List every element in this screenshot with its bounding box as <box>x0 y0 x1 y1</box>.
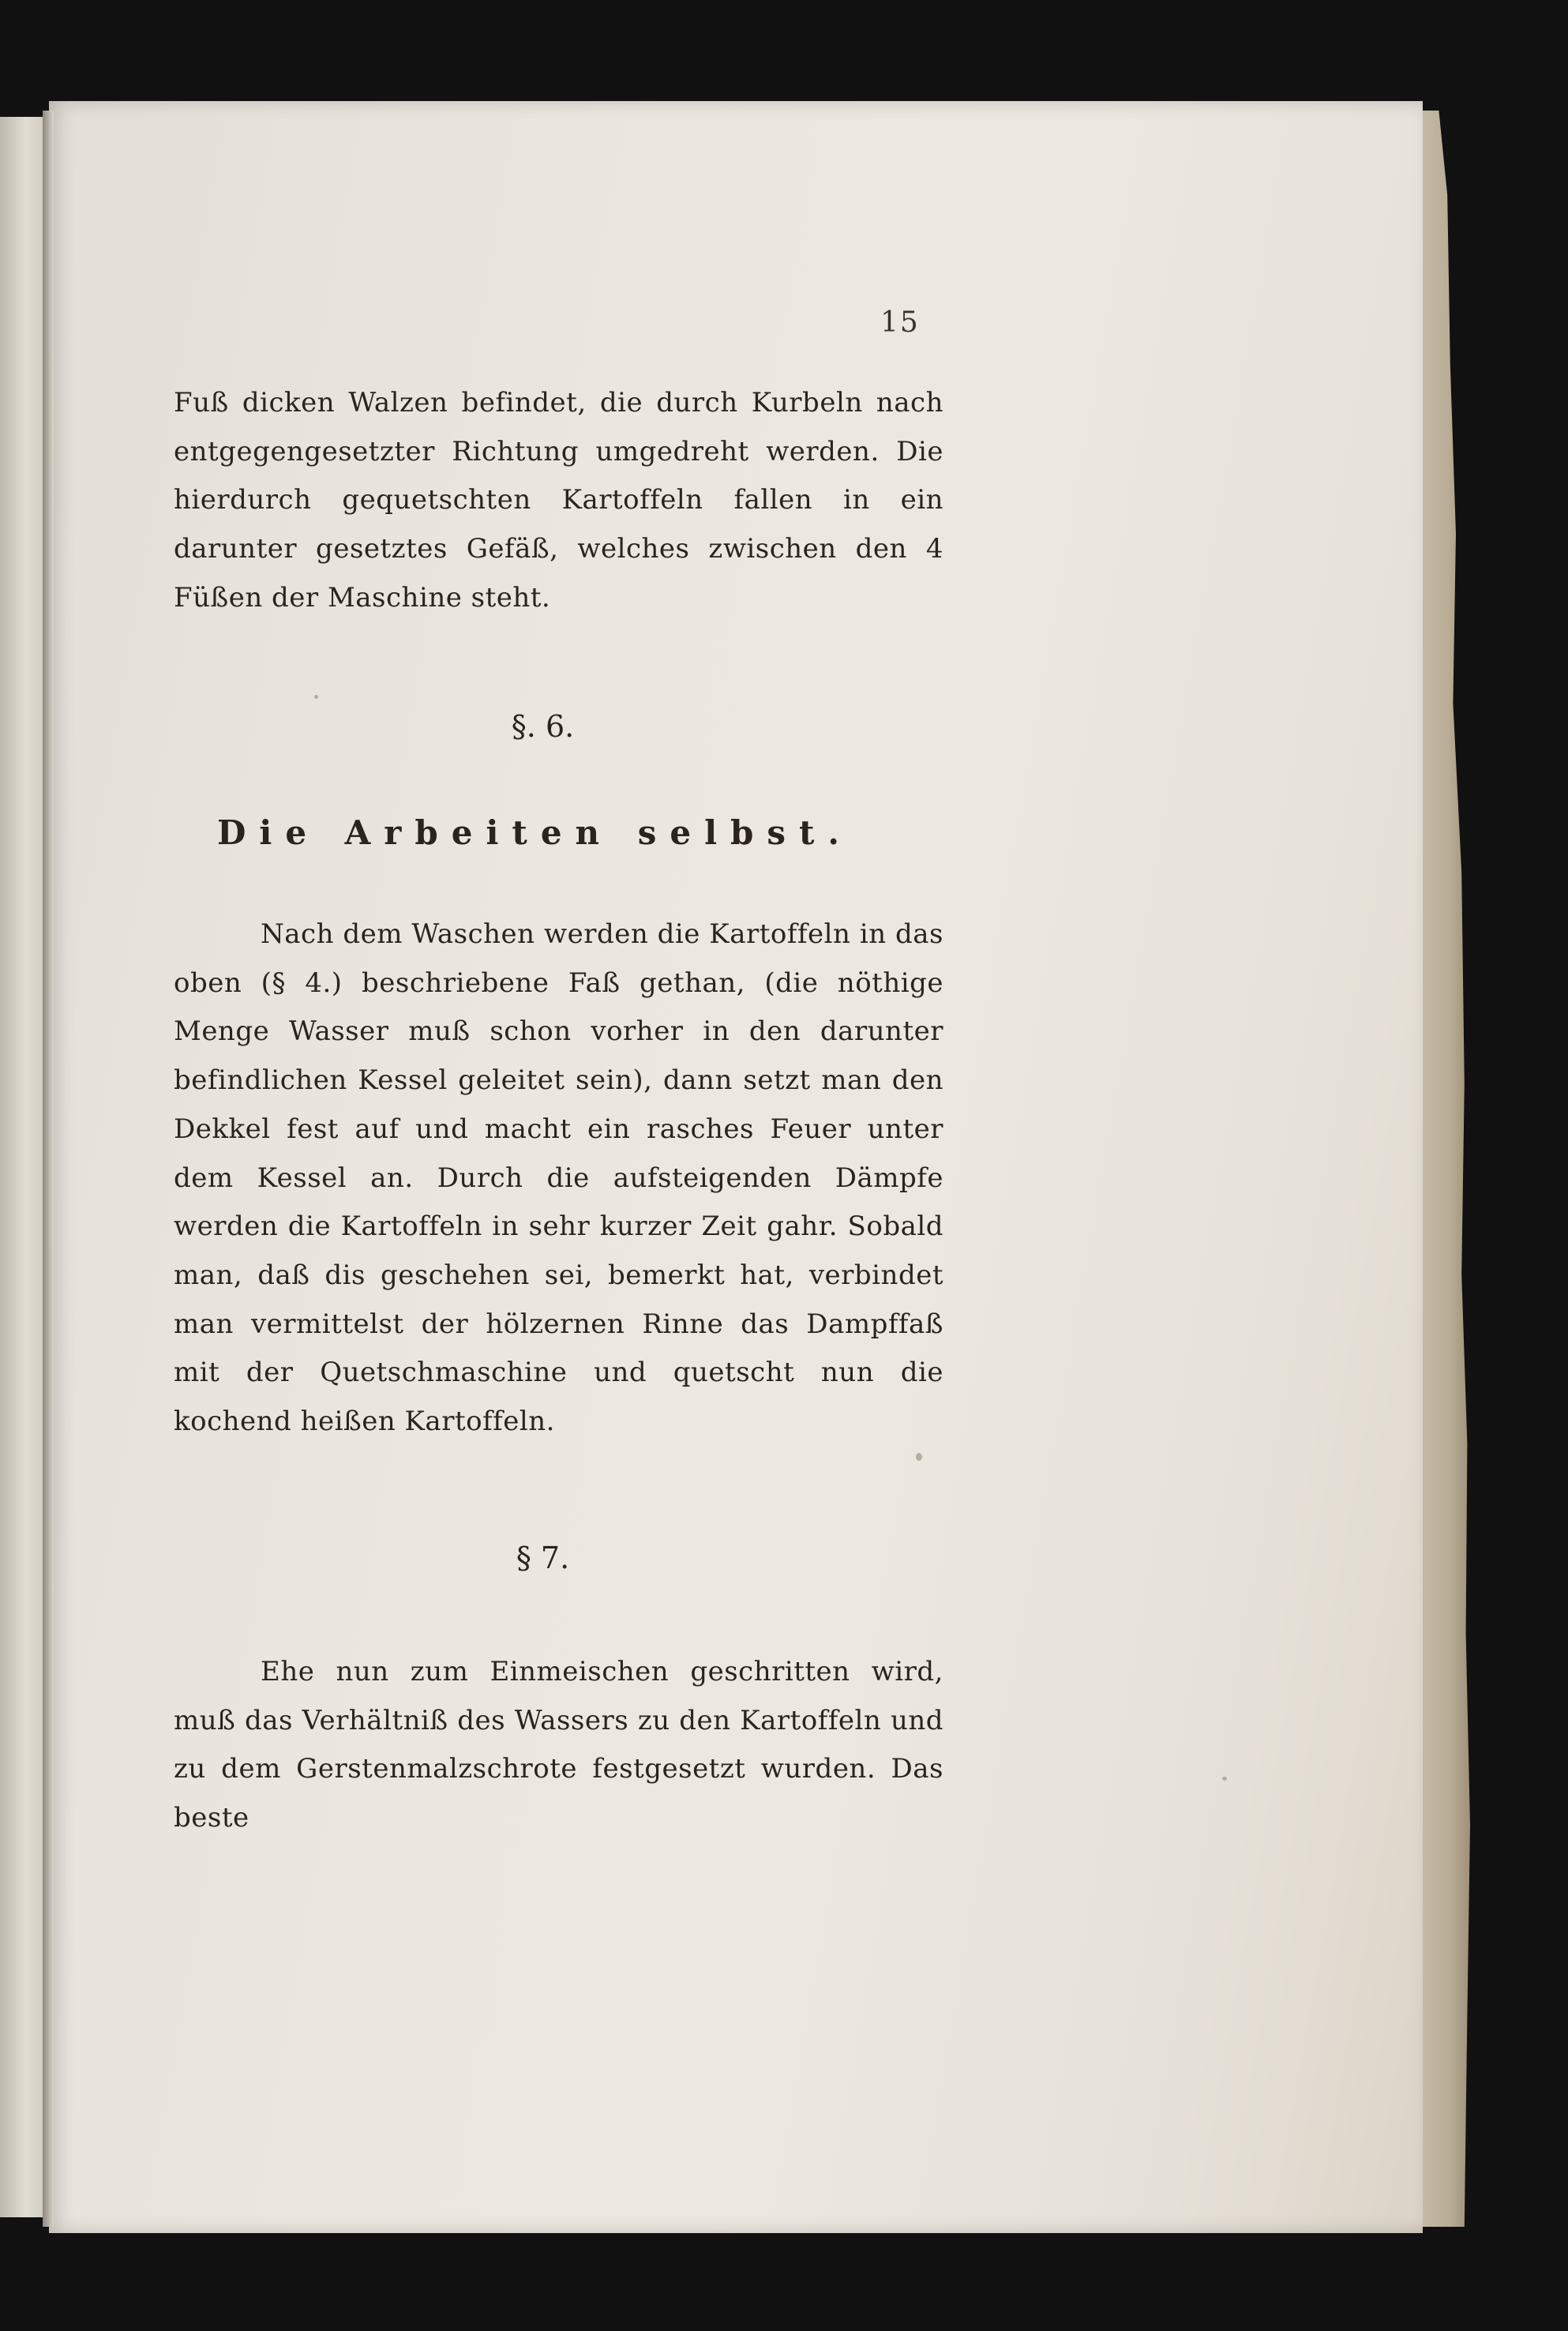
paragraph-continued: Fuß dicken Walzen befindet, die durch Kurbeln nach entgegengesetzter Richtung umgedreht werden. Die hierdurch gequetschten Kartoffeln fallen in ein darunter gesetztes Gefäß, welches zwischen den 4 Füßen der Maschine steht. <box>174 387 943 614</box>
section-6-paragraph: Nach dem Waschen werden die Kartoffeln in das oben (§ 4.) beschriebene Faß gethan, (die nöthige Menge Wasser muß schon vorher in den darunter befindlichen Kessel geleitet sein), dann setzt man den Dekkel fest auf und macht ein rasches Feuer unter dem Kessel an. Durch die aufsteigenden Dämpfe werden die Kartoffeln in sehr kurzer Zeit gahr. Sobald man, daß dis geschehen sei, bemerkt hat, verbindet man vermittelst der hölzernen Rinne das Dampffaß mit der Quetschmaschine und quetscht nun die kochend heißen Kartoffeln. <box>174 918 943 1438</box>
paper-speck <box>314 695 318 699</box>
section-7-number: § 7. <box>516 1541 570 1575</box>
paper-speck <box>1222 1777 1227 1781</box>
paper-speck <box>916 1453 922 1461</box>
left-page-edge <box>0 117 47 2217</box>
book-gutter <box>43 111 54 2227</box>
section-6-title: Die Arbeiten selbst. <box>216 813 853 852</box>
page-number: 15 <box>880 306 920 339</box>
section-7-paragraph: Ehe nun zum Einmeischen geschritten wird, muß das Verhältniß des Wassers zu den Kartoffeln und zu dem Gerstenmalzschrote festgesetzt wurden. Das beste <box>174 1656 943 1834</box>
section-6-number: §. 6. <box>511 709 575 744</box>
